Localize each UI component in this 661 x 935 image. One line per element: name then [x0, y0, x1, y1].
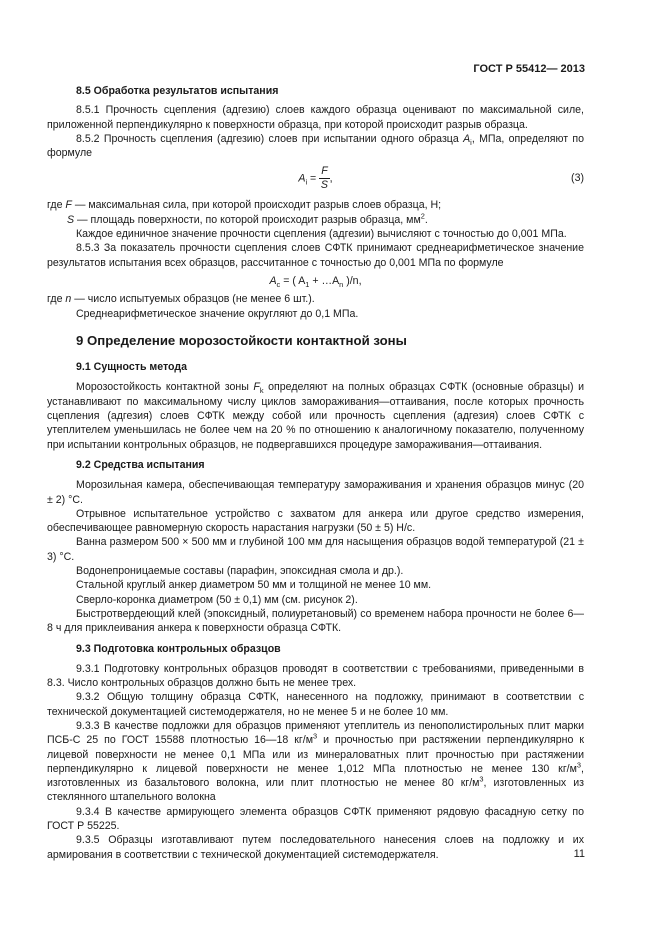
paragraph-9-3-1: 9.3.1 Подготовку контрольных образцов проводят в соответствии с требованиями, приведенными в 8.3. Число контрольных образцов должно быть не менее трех. — [47, 662, 584, 690]
section-9-3-title: 9.3 Подготовка контрольных образцов — [76, 642, 281, 655]
paragraph-9-1: Морозостойкость контактной зоны $F_k$ определяют на полных образцах СФТК (основные образцы) и устанавливают по максимальному числу циклов замораживания—оттаивания, после которых прочность сцепления (адгезия) слоев СФТК между собой или прочность сцепления (адгезия) слоев СФТК с утеплителем уменьшилась не более чем на 20 % по отношению к аналогичному показателю, полученному при испытании контрольных образцов, не подвергавшихся процедуре замораживания—оттаивания. — [47, 381, 584, 451]
section-9-1-title: 9.1 Сущность метода — [76, 361, 188, 374]
paragraph-9-3-2: 9.3.2 Общую толщину образца СФТК, нанесенного на подложку, принимают в соответствии с технической документацией системодержателя, но не менее 5 и не более 10 мм. — [47, 691, 584, 718]
section-9-title: 9 Определение морозостойкости контактной зоны — [76, 332, 407, 348]
paragraph-precision: Каждое единичное значение прочности сцепления (адгезии) вычисляют с точностью до 0,001 МПа. — [76, 228, 567, 241]
paragraph-9-2-tester: Отрывное испытательное устройство с захватом для анкера или другое средство измерения, обеспечивающее равномерную скорость нарастания нагрузки (50 ± 5) Н/с. — [47, 507, 584, 535]
where-f: где F — максимальная сила, при которой происходит разрыв слоев образца, Н; — [47, 199, 442, 212]
paragraph-9-3-3: 9.3.3 В качестве подложки для образцов применяют утеплитель из пенополистирольных плит марки ПСБ-С 25 по ГОСТ 15588 плотностью 16—18 $кг/м^3$ и прочностью при растяжении перпендикулярно к лицевой поверхности не менее 0,1 МПа или из минераловатных плит прочностью при растяжении перпендикулярно к лицевой поверхности не менее 1,012 МПа плотностью не менее 130 $кг/м^3$, изготовленных из базальтового волокна, или плит плотностью не менее 80 $кг/м^3$, изготовленных из стеклянного штапельного волокна — [47, 719, 584, 804]
section-9-2-title: 9.2 Средства испытания — [76, 458, 205, 471]
formula-3: $A_i$ = $\frac{F}{S}$ , (3) — [298, 165, 584, 192]
section-8-5-title: 8.5 Обработка результатов испытания — [76, 85, 279, 97]
paragraph-9-2-bath: Ванна размером 500 × 500 мм и глубиной 100 мм для насыщения образцов водой температурой (21 ± 3) °С. — [47, 536, 584, 563]
formula-mean: $A_c$ = ( $A_1$ + $\dots A_n$ )/n, — [269, 274, 362, 290]
document-body — [47, 84, 584, 862]
paragraph-rounding: Среднеарифметическое значение округляют до 0,1 МПа. — [76, 307, 359, 320]
paragraph-9-2-freezer: Морозильная камера, обеспечивающая температуру замораживания и хранения образцов минус (20 ± 2) °С. — [47, 479, 584, 506]
paragraph-9-3-4: 9.3.4 В качестве армирующего элемента образцов СФТК применяют рядовую фасадную сетку по ГОСТ Р 55225. — [47, 805, 584, 833]
paragraph-9-2-drill: Сверло-коронка диаметром (50 ± 0,1) мм (см. рисунок 2). — [76, 593, 358, 606]
paragraph-9-2-anchor: Стальной круглый анкер диаметром 50 мм и толщиной не менее 10 мм. — [76, 579, 432, 592]
page-number: 11 — [573, 848, 585, 860]
where-n: где n — число испытуемых образцов (не менее 6 шт.). — [47, 293, 315, 306]
where-s: S — площадь поверхности, по которой происходит разрыв образца, $мм^2$. — [67, 211, 428, 226]
document-header: ГОСТ Р 55412— 2013 — [473, 63, 585, 75]
paragraph-9-2-compounds: Водонепроницаемые составы (парафин, эпоксидная смола и др.). — [76, 565, 404, 578]
paragraph-9-3-5: 9.3.5 Образцы изготавливают путем последовательного нанесения слоев на подложку и их армирования в соответствии с технической документацией системодержателя. — [47, 834, 584, 861]
formula-number: (3) — [571, 172, 584, 185]
paragraph-9-2-glue: Быстротвердеющий клей (эпоксидный, полиуретановый) со временем набора прочности не более 6—8 ч для приклеивания анкера к поверхности образца СФТК. — [47, 607, 584, 635]
paragraph-8-5-3: 8.5.3 За показатель прочности сцепления слоев СФТК принимают среднеарифметическое значение результатов испытания всех образцов, рассчитанное с точностью до 0,001 МПа по формуле — [47, 242, 584, 269]
paragraph-8-5-1: 8.5.1 Прочность сцепления (адгезию) слоев каждого образца оценивают по максимальной силе, приложенной перпендикулярно к поверхности образца, при которой происходит разрыв образца. — [47, 104, 584, 131]
paragraph-8-5-2: 8.5.2 Прочность сцепления (адгезию) слоев при испытании одного образца $A_i$, МПа, определяют по формуле — [47, 132, 584, 160]
